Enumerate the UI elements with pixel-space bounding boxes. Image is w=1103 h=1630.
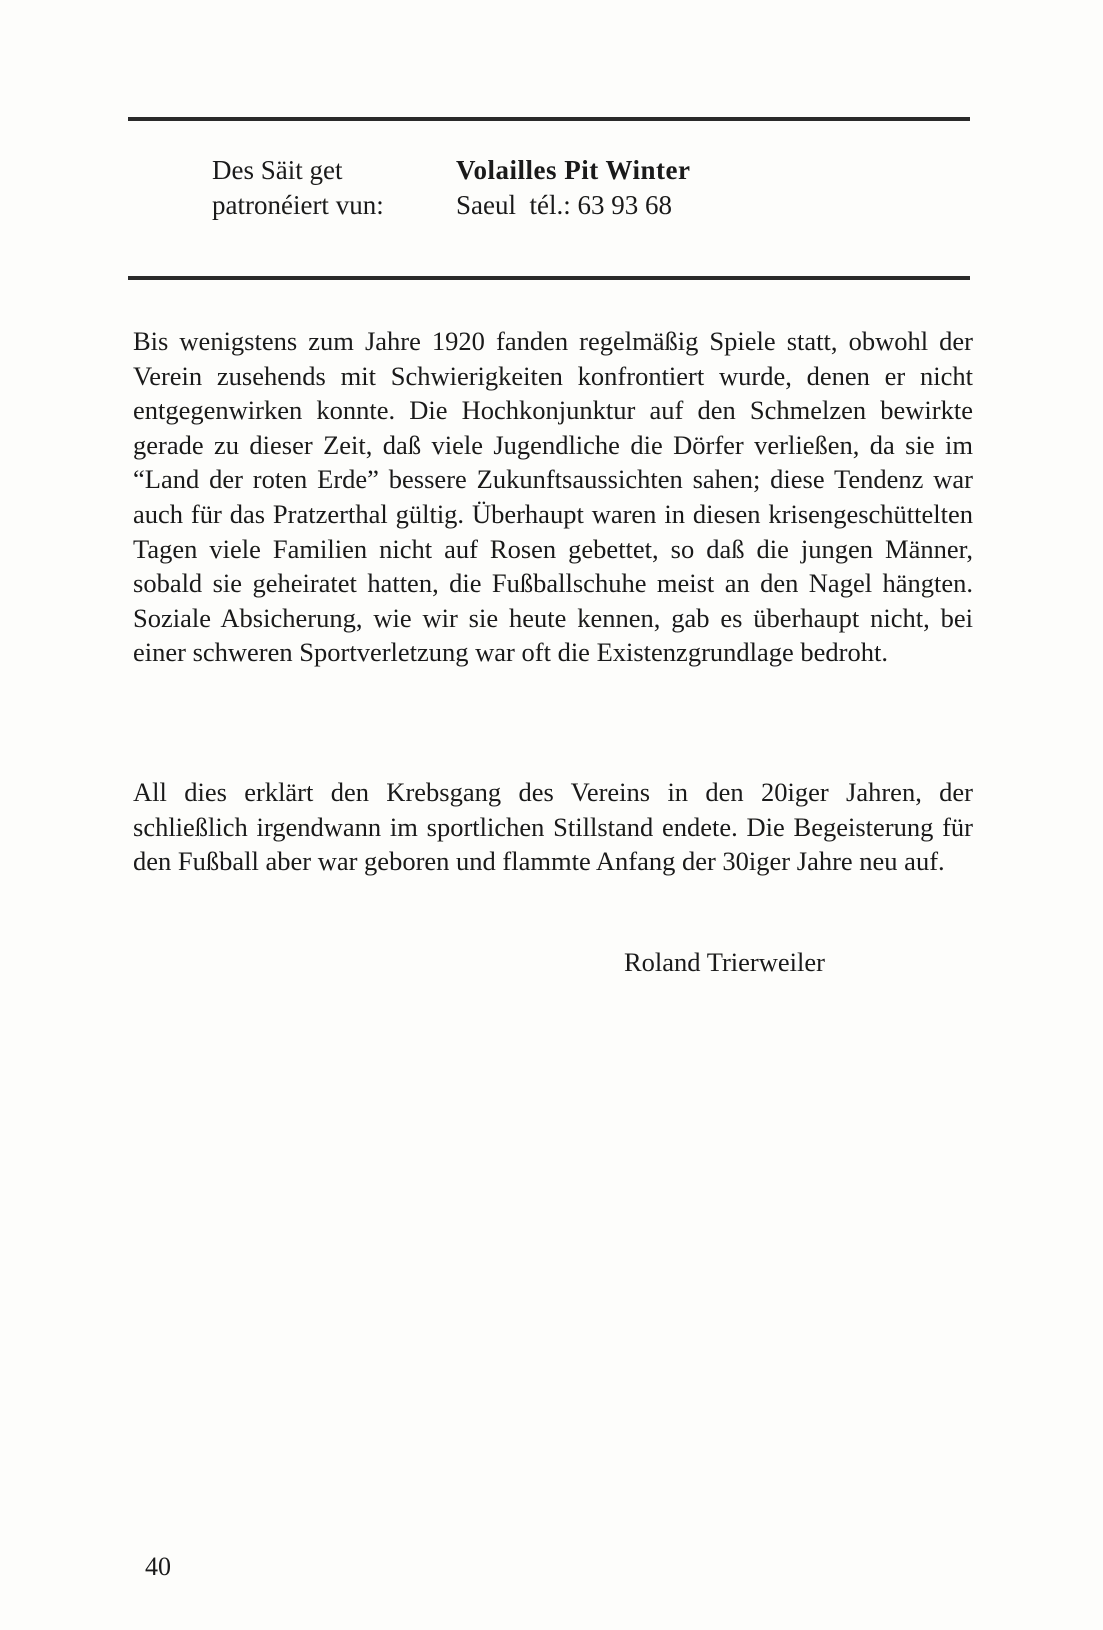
top-divider-rule bbox=[128, 117, 970, 121]
sponsor-box bbox=[212, 153, 912, 228]
sponsor-label-line1: Des Säit get bbox=[212, 155, 343, 185]
author-signature: Roland Trierweiler bbox=[624, 947, 825, 977]
body-paragraph-2: All dies erklärt den Krebsgang des Vereins in den 20iger Jahren, der schließlich irgendwann im sportlichen Stillstand endete. Die Begeisterung für den Fußball aber war geboren und flammte Anfang der 30iger Jahre neu auf. bbox=[133, 777, 973, 877]
body-paragraph-1: Bis wenigstens zum Jahre 1920 fanden regelmäßig Spiele statt, obwohl der Verein zusehends mit Schwierigkeiten konfrontiert wurde, denen er nicht entgegenwirken konnte. Die Hochkonjunktur auf den Schmelzen bewirkte gerade zu dieser Zeit, daß viele Jugendliche die Dörfer verließen, da sie im “Land der roten Erde” bessere Zukunftsaussichten sahen; diese Tendenz war auch für das Pratzerthal gültig. Überhaupt waren in diesen krisengeschüttelten Tagen viele Familien nicht auf Rosen gebettet, so daß die jungen Männer, sobald sie geheiratet hatten, die Fußballschuhe meist an den Nagel hängten. Soziale Absicherung, wie wir sie heute kennen, gab es überhaupt nicht, bei einer schweren Sportverletzung war oft die Existenzgrundlage bedroht. bbox=[133, 326, 973, 668]
sponsor-contact: Saeul tél.: 63 93 68 bbox=[456, 190, 672, 220]
page-number: 40 bbox=[145, 1552, 171, 1581]
bottom-divider-rule bbox=[128, 276, 970, 280]
sponsor-name: Volailles Pit Winter bbox=[456, 155, 691, 185]
sponsor-label-line2: patronéiert vun: bbox=[212, 190, 384, 220]
sponsor-info bbox=[456, 153, 691, 223]
sponsor-label bbox=[212, 153, 384, 223]
